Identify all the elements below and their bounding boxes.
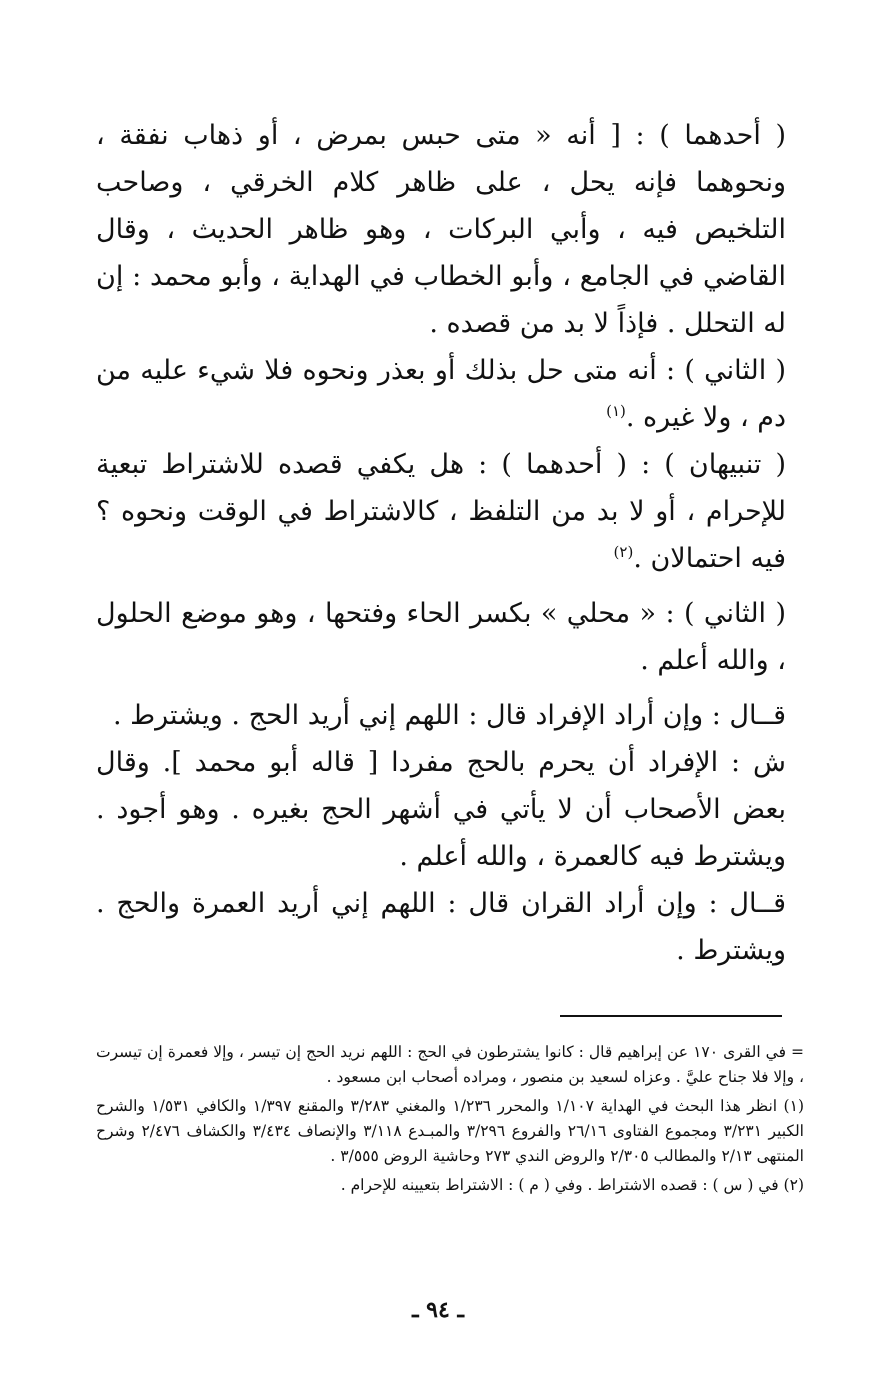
footnote-2: (٢) في ( س ) : قصده الاشتراط . وفي ( م ) : الاشتراط بتعيينه للإحرام . bbox=[340, 1176, 804, 1194]
footnote-divider bbox=[560, 1015, 782, 1017]
paragraph-notes bbox=[96, 441, 786, 582]
paragraph-second-opinion bbox=[96, 347, 786, 441]
paragraph-first-opinion bbox=[96, 112, 786, 347]
paragraph-text: ( الثاني ) : أنه متى حل بذلك أو بعذر ونحوه فلا شيء عليه من دم ، ولا غيره . bbox=[96, 355, 786, 433]
footnote-1: (١) انظر هذا البحث في الهداية ١/١٠٧ والمحرر ١/٢٣٦ والمغني ٣/٢٨٣ والمقنع ١/٣٩٧ والكافي ١/٥٣١ والشرح الكبير ٣/٢٣١ ومجموع الفتاوى ٢٦/١٦ والفروع ٣/٢٩٦ والمبـدع ٣/١١٨ والإنصاف ٣/٤٣٤ والكشاف ٢/٤٧٦ وشرح المنتهى ٢/١٣ والمطالب ٢/٣٠٥ والروض الندي ٢٧٣ وحاشية الروض ٣/٥٥٥ . bbox=[96, 1097, 804, 1165]
paragraph-text: ( تنبيهان ) : ( أحدهما ) : هل يكفي قصده للاشتراط تبعية للإحرام ، أو لا بد من التلفظ ، كالاشتراط في الوقت ونحوه ؟ فيه احتمالان . bbox=[96, 449, 786, 574]
main-text-body bbox=[96, 112, 786, 974]
footnote-reference-2: (٢) bbox=[613, 543, 634, 561]
paragraph-text: ش : الإفراد أن يحرم بالحج مفردا [ قاله أبو محمد ]. وقال بعض الأصحاب أن لا يأتي في أشهر الحج بغيره . وهو أجود . ويشترط فيه كالعمرة ، والله أعلم . bbox=[96, 747, 786, 872]
paragraph-ifrad-rule bbox=[96, 692, 786, 739]
paragraph-qiran-rule bbox=[96, 880, 786, 974]
paragraph-text: قــال : وإن أراد القران قال : اللهم إني أريد العمرة والحج . ويشترط . bbox=[96, 888, 786, 966]
footnotes-section bbox=[96, 1040, 804, 1198]
paragraph-text: ( أحدهما ) : [ أنه « متى حبس بمرض ، أو ذهاب نفقة ، ونحوهما فإنه يحل ، على ظاهر كلام الخرقي ، وصاحب التلخيص فيه ، وأبي البركات ، وهو ظاهر الحديث ، وقال القاضي في الجامع ، وأبو الخطاب في الهداية ، وأبو محمد : إن له التحلل . فإذاً لا بد من قصده . bbox=[96, 120, 786, 339]
paragraph-second-note bbox=[96, 590, 786, 684]
footnote-continuation: = في القرى ١٧٠ عن إبراهيم قال : كانوا يشترطون في الحج : اللهم نريد الحج إن تيسر ، وإلا فعمرة إن تيسرت ، وإلا فلا جناح عليَّ . وعزاه لسعيد بن منصور ، ومراده أصحاب ابن مسعود . bbox=[96, 1043, 804, 1086]
paragraph-ifrad-commentary bbox=[96, 739, 786, 880]
footnote-reference-1: (١) bbox=[606, 402, 626, 420]
paragraph-text: قــال : وإن أراد الإفراد قال : اللهم إني أريد الحج . ويشترط . bbox=[113, 700, 786, 731]
page-number: ـ ٩٤ ـ bbox=[412, 1297, 464, 1323]
paragraph-text: ( الثاني ) : « محلي » بكسر الحاء وفتحها ، وهو موضع الحلول ، والله أعلم . bbox=[96, 598, 786, 676]
